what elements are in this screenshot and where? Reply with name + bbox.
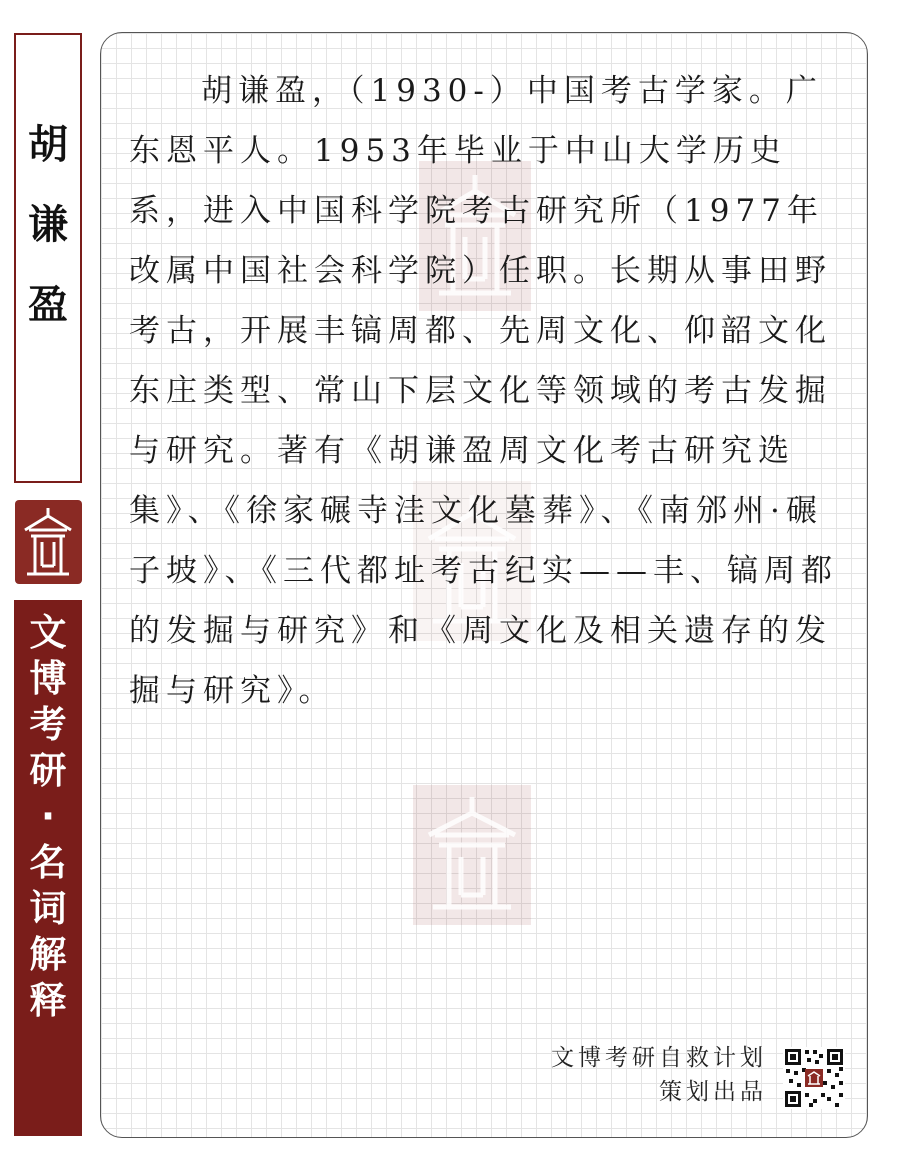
series-char: 文	[29, 611, 67, 654]
seal-icon	[15, 500, 82, 584]
title-char-3: 盈	[28, 282, 68, 328]
series-label	[14, 600, 82, 1136]
series-char: 博	[29, 657, 67, 700]
series-char: 研	[29, 749, 67, 792]
series-char: 词	[29, 887, 67, 930]
qr-code-icon[interactable]	[783, 1047, 845, 1109]
series-char: 解	[29, 933, 67, 976]
series-char: ·	[40, 795, 56, 838]
title-char-1: 胡	[28, 122, 68, 168]
watermark-seal-icon	[413, 785, 531, 925]
entry-title-box	[14, 33, 82, 483]
grid-paper-card	[100, 32, 868, 1138]
entry-definition-text: 胡谦盈，（1930-）中国考古学家。广东恩平人。1953年毕业于中山大学历史系，进入中国科学院考古研究所（1977年改属中国社会科学院）任职。长期从事田野考古，开展丰镐周都、先周文化、仰韶文化东庄类型、常山下层文化等领域的考古发掘与研究。著有《胡谦盈周文化考古研究选集》、《徐家碾寺洼文化墓葬》、《南邠州·碾子坡》、《三代都址考古纪实——丰、镐周都的发掘与研究》和《周文化及相关遗存的发掘与研究》。	[129, 73, 838, 709]
series-char: 释	[29, 979, 67, 1022]
credit-block	[551, 1041, 767, 1109]
title-char-2: 谦	[28, 202, 68, 248]
series-char: 名	[29, 841, 67, 884]
series-char: 考	[29, 703, 67, 746]
credit-line-1: 文博考研自救计划	[551, 1045, 767, 1071]
credit-line-2: 策划出品	[659, 1079, 767, 1105]
